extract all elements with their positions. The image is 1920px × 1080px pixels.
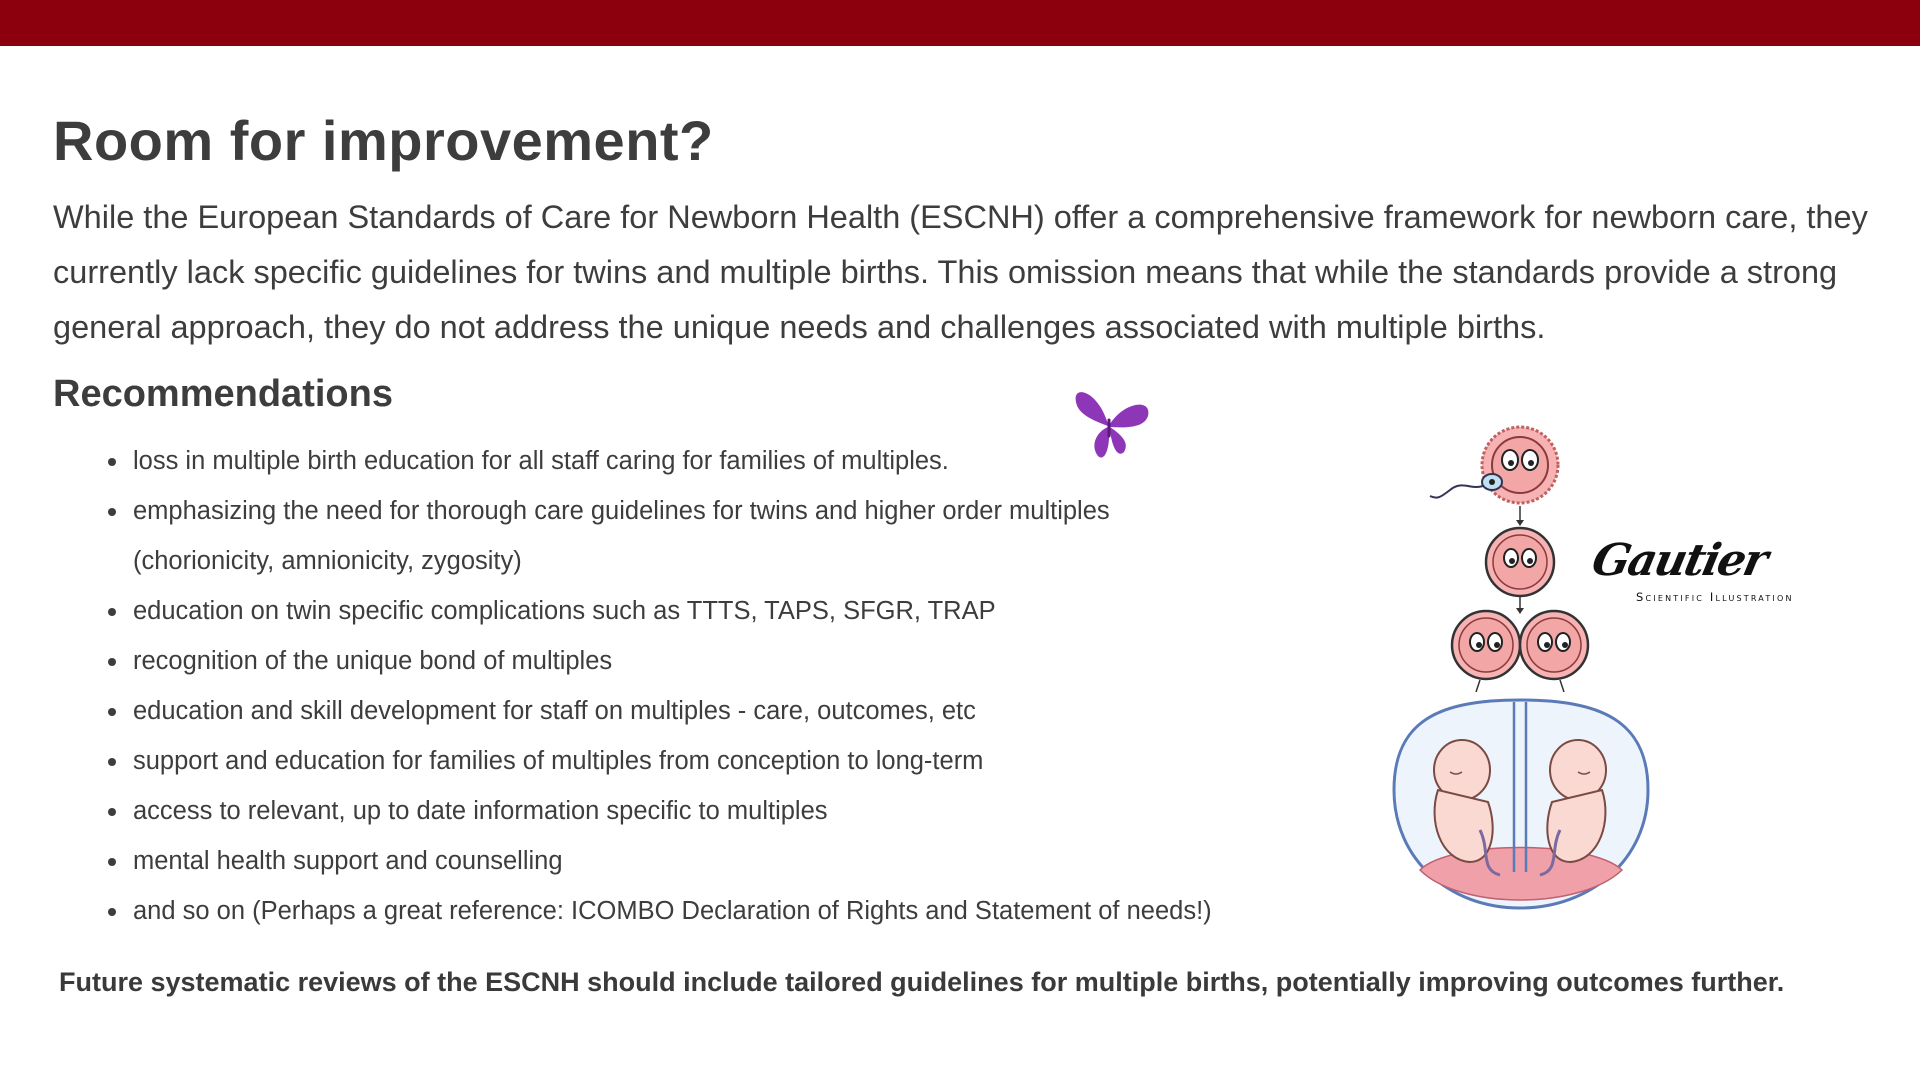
list-item: emphasizing the need for thorough care guidelines for twins and higher order multiples (chorionicity, amnionicity, zygosity): [108, 486, 1328, 586]
signature-script: Gautier: [1587, 535, 1771, 586]
recommendations-heading: Recommendations: [53, 373, 393, 415]
top-accent-bar: [0, 0, 1920, 46]
recommendations-list: [108, 436, 1328, 936]
list-item: and so on (Perhaps a great reference: ICOMBO Declaration of Rights and Statement of needs!): [108, 886, 1328, 936]
intro-paragraph: While the European Standards of Care for Newborn Health (ESCNH) offer a comprehensive framework for newborn care, they currently lack specific guidelines for twins and multiple births. This omission means that while the standards provide a strong general approach, they do not address the unique needs and challenges associated with multiple births.: [53, 199, 1868, 345]
conclusion-text: Future systematic reviews of the ESCNH should include tailored guidelines for multiple births, potentially improving outcomes further.: [59, 967, 1785, 997]
illustrator-signature: [1587, 535, 1850, 605]
slide-title: Room for improvement?: [53, 109, 714, 172]
twin-development-illustration: [1380, 410, 1680, 920]
list-item: loss in multiple birth education for all staff caring for families of multiples.: [108, 436, 1328, 486]
list-item: education and skill development for staff on multiples - care, outcomes, etc: [108, 686, 1328, 736]
twins-in-uterus-icon: [1394, 700, 1648, 908]
signature-subtitle: Scientific Illustration: [1636, 590, 1794, 604]
fertilization-cell-icon: [1430, 427, 1558, 503]
list-item: support and education for families of multiples from conception to long-term: [108, 736, 1328, 786]
divided-cells-icon: [1452, 611, 1588, 679]
list-item: education on twin specific complications such as TTTS, TAPS, SFGR, TRAP: [108, 586, 1328, 636]
list-item: access to relevant, up to date information specific to multiples: [108, 786, 1328, 836]
butterfly-icon: [1068, 380, 1152, 464]
list-item: recognition of the unique bond of multiples: [108, 636, 1328, 686]
list-item: mental health support and counselling: [108, 836, 1328, 886]
single-cell-icon: [1486, 528, 1554, 596]
list-item-continuation: (chorionicity, amnionicity, zygosity): [133, 547, 522, 575]
